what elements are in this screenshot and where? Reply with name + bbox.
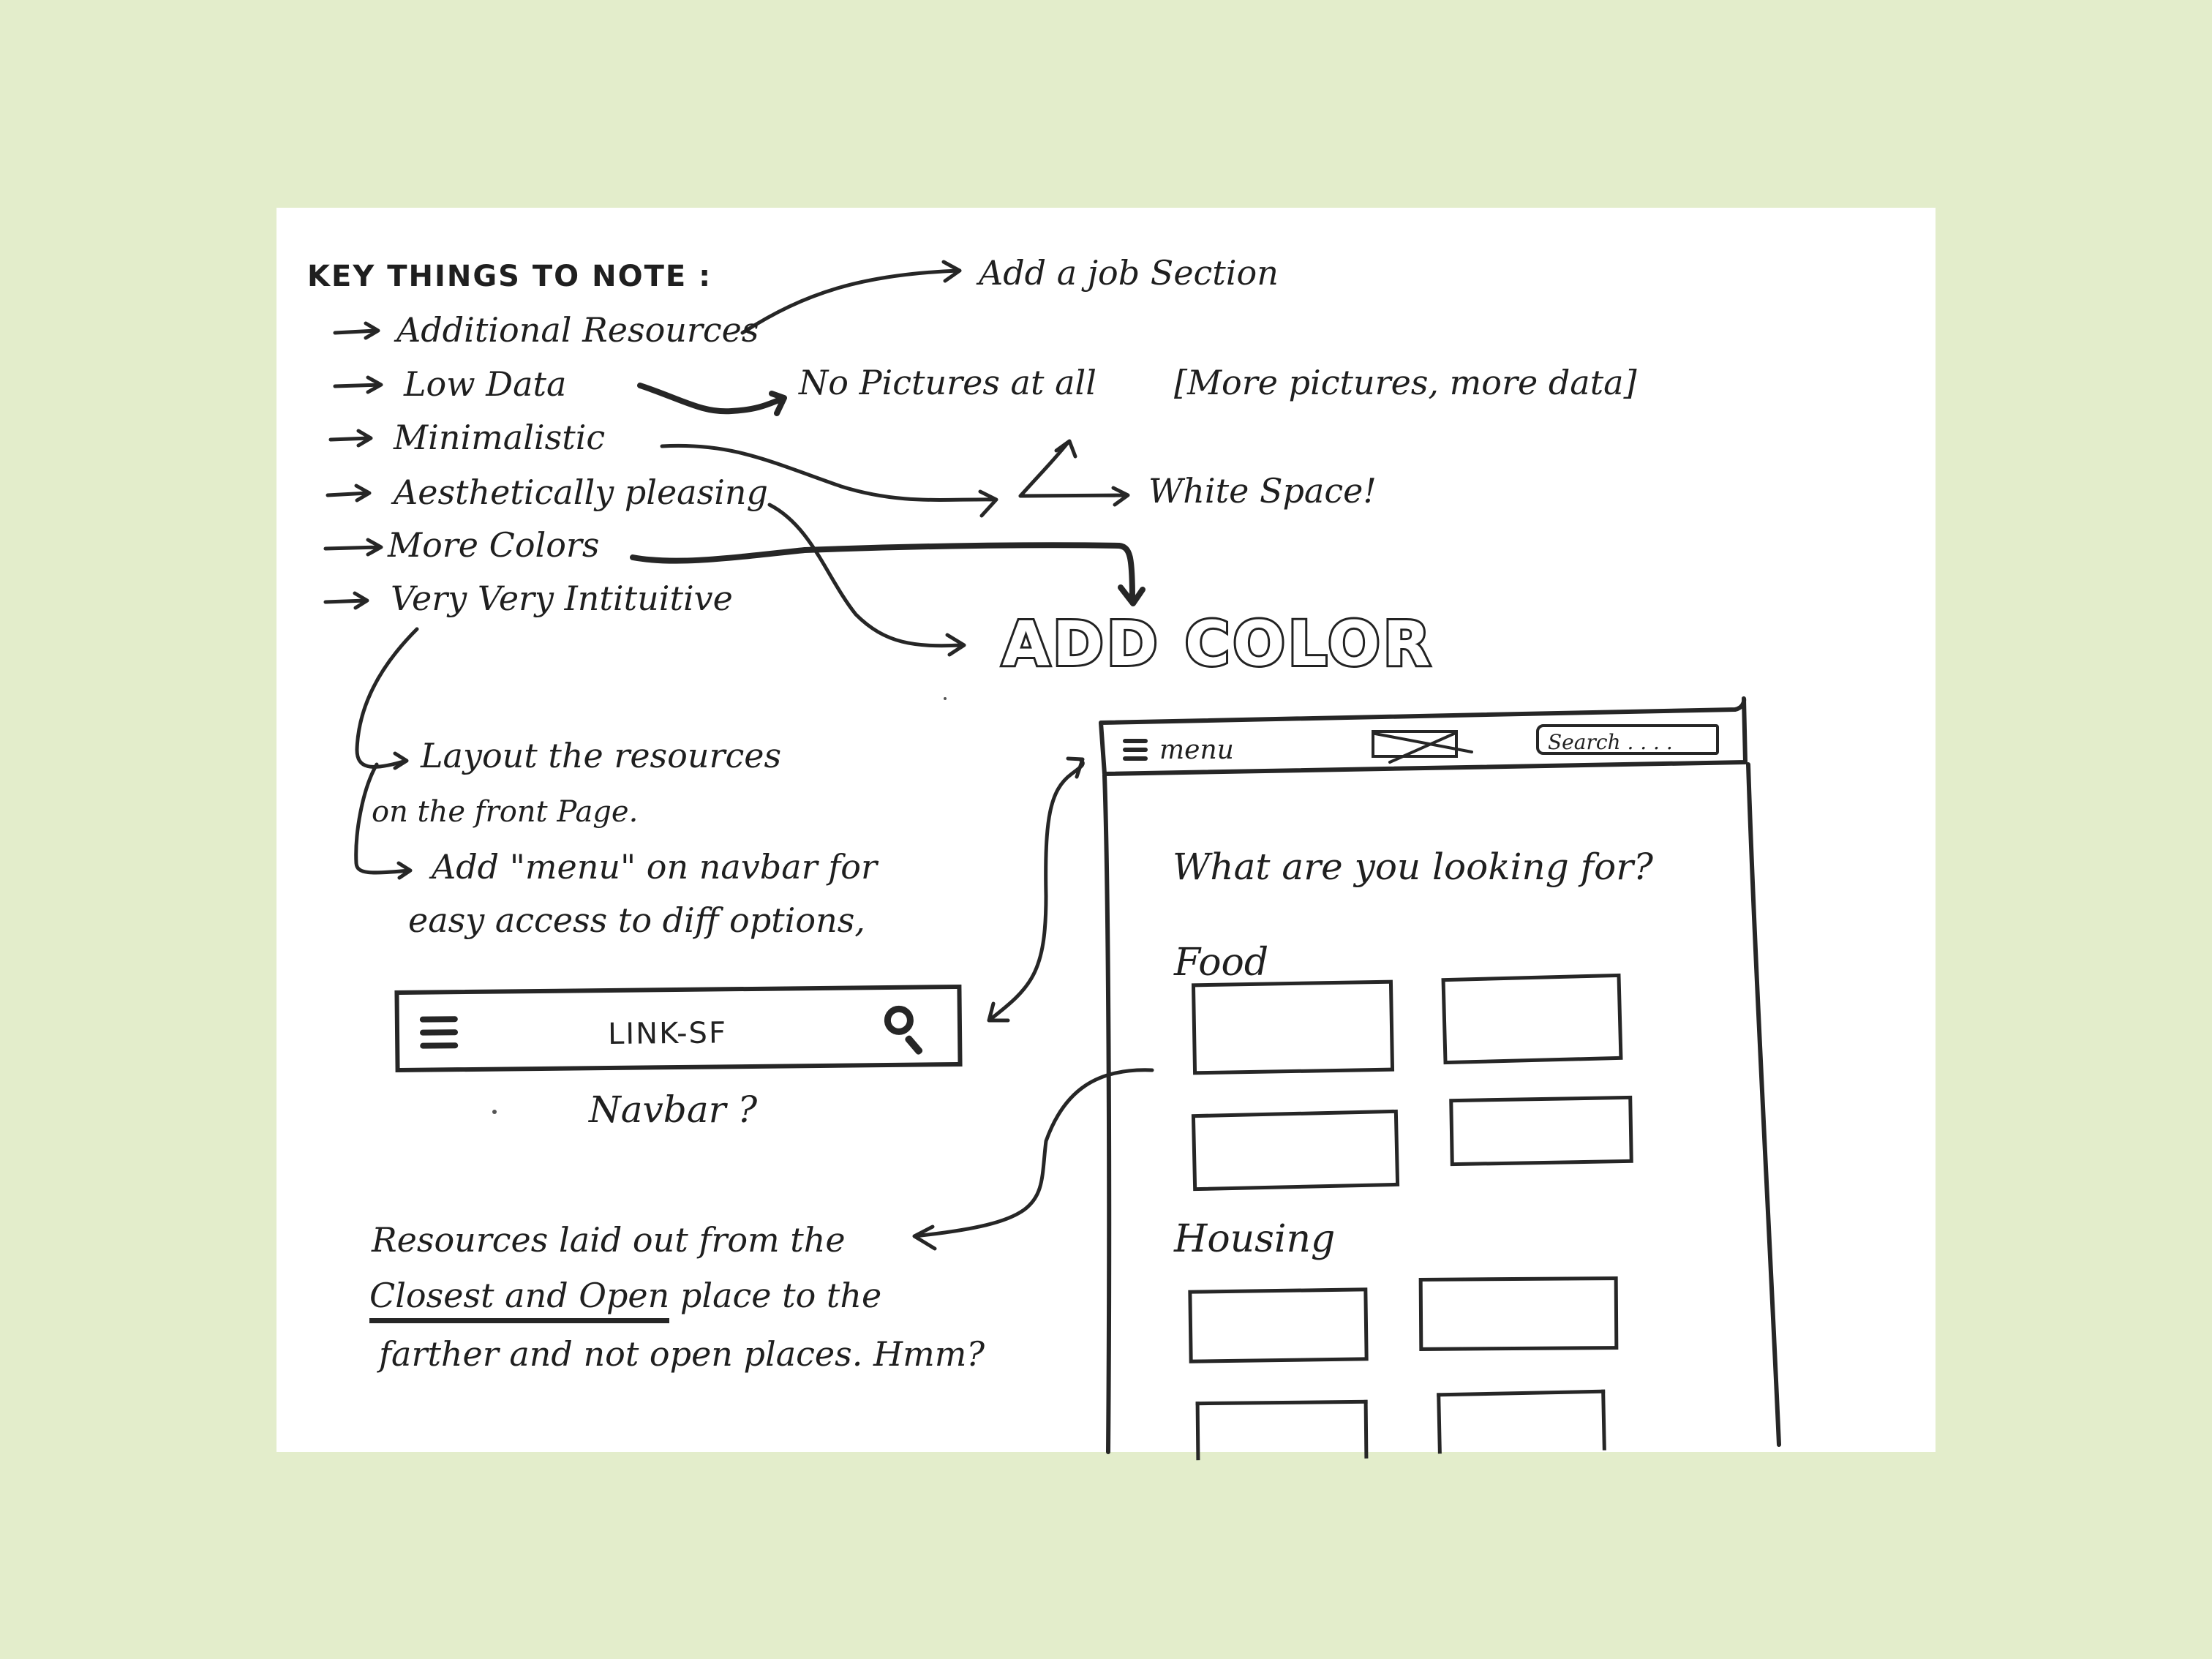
notes-heading: KEY THINGS TO NOTE : [307, 260, 712, 293]
note-item-very-intuitive: Very Very Intituitive [391, 579, 733, 618]
outcome-more-pictures-more-data: [More pictures, more data] [1174, 363, 1637, 402]
wireframe-search-input[interactable] [1536, 724, 1719, 755]
navbar-title[interactable]: LINK-SF [607, 1016, 728, 1052]
wireframe-logo-placeholder-icon [1372, 730, 1458, 758]
navbar-sketch [394, 985, 962, 1072]
search-icon[interactable] [884, 1006, 914, 1035]
resources-note-underlined: Closest and Open [369, 1276, 669, 1323]
outcome-add-color: ADD COLOR [1002, 608, 1434, 680]
food-card-4[interactable] [1449, 1096, 1633, 1166]
hamburger-menu-icon[interactable] [420, 1016, 459, 1056]
wireframe-section-housing: Housing [1174, 1217, 1336, 1261]
food-card-1[interactable] [1192, 980, 1394, 1075]
outcome-no-pictures: No Pictures at all [799, 363, 1096, 402]
subpoint-layout-line1: Layout the resources [421, 736, 782, 775]
wireframe-prompt: What are you looking for? [1173, 846, 1653, 888]
subpoint-menu-line2: easy access to diff options, [408, 900, 865, 940]
housing-card-3[interactable] [1196, 1400, 1369, 1460]
food-card-2[interactable] [1441, 974, 1622, 1064]
subpoint-layout-line2: on the front Page. [372, 795, 639, 829]
wireframe-menu-label: menu [1159, 735, 1234, 765]
note-item-minimalistic: Minimalistic [394, 418, 606, 457]
wireframe-search-placeholder: Search . . . . [1548, 730, 1673, 754]
outcome-job-section: Add a job Section [979, 253, 1279, 293]
subpoint-menu-line1: Add "menu" on navbar for [432, 847, 877, 887]
food-card-3[interactable] [1192, 1110, 1399, 1191]
resources-note-line1: Resources laid out from the [372, 1220, 846, 1260]
navbar-caption: Navbar ? [589, 1088, 758, 1131]
resources-note-line3: farther and not open places. Hmm? [379, 1334, 985, 1374]
wireframe-hamburger-icon [1123, 739, 1148, 765]
outcome-white-space: White Space! [1148, 471, 1377, 511]
resources-note-line2 [369, 1276, 882, 1315]
wireframe-section-food: Food [1174, 941, 1269, 985]
housing-card-4[interactable] [1437, 1390, 1606, 1454]
note-item-more-colors: More Colors [388, 525, 600, 565]
housing-card-2[interactable] [1419, 1276, 1619, 1351]
note-item-additional-resources: Additional Resources [396, 310, 759, 350]
note-item-aesthetically-pleasing: Aesthetically pleasing [394, 473, 768, 512]
housing-card-1[interactable] [1188, 1287, 1368, 1363]
note-item-low-data: Low Data [404, 364, 567, 404]
resources-note-line2-rest: place to the [680, 1276, 882, 1315]
